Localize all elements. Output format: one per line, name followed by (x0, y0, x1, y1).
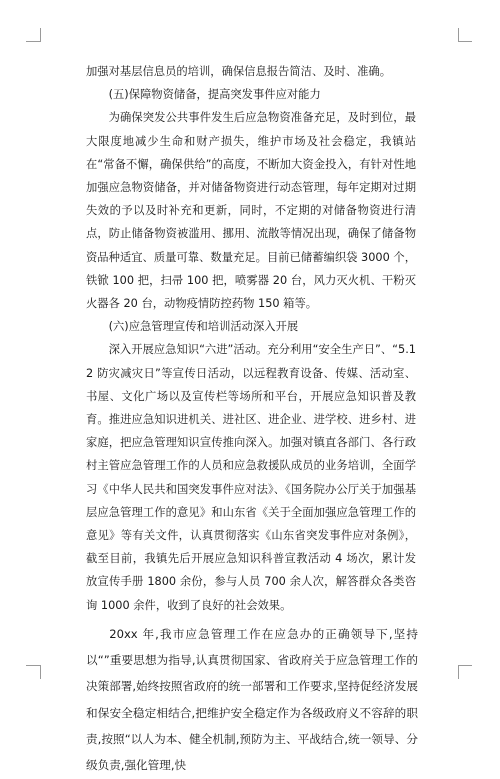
crop-mark-top-left-v (40, 28, 41, 42)
section-heading-material-reserves: (五)保障物资储备，提高突发事件应对能力 (108, 88, 321, 102)
crop-mark-top-right-h (458, 41, 472, 42)
paragraph-training-continuation: 加强对基层信息员的培训，确保信息报告简洁、及时、准确。 (86, 65, 392, 78)
crop-mark-bottom-left-v (40, 665, 41, 679)
crop-mark-top-right-v (458, 28, 459, 42)
section-heading-publicity-training: (六)应急管理宣传和培训活动深入开展 (108, 320, 299, 334)
crop-mark-bottom-right-h (458, 665, 472, 666)
document-body (86, 60, 416, 779)
crop-mark-bottom-right-v (458, 665, 459, 679)
crop-mark-top-left-h (26, 41, 40, 42)
crop-mark-bottom-left-h (26, 665, 40, 666)
paragraph-publicity-training: 深入开展应急知识“六进”活动。充分利用“安全生产日”、“5.12 防灾减灾日”等宣传日活动，以远程教育设备、传媒、活动室、书屋、文化广场以及宣传栏等场所和平台，开展应急知识普及教育。推进应急知识进机关、进社区、进企业、进学校、进乡村、进家庭，把应急管理知识宣传推向深入。加强对镇直各部门、各行政村主管应急管理工作的人员和应急救援队成员的业务培训，全面学习《中华人民共和国突发事件应对法》、《国务院办公厅关于加强基层应急管理工作的意见》和山东省《关于全面加强应急管理工作的意见》等有关文件，认真贯彻落实《山东省突发事件应对条例》，截至目前，我镇先后开展应急知识科普宣教活动 4 场次，累计发放宣传手册 1800 余份，参与人员 700 余人次，解答群众各类咨询 1000 余件，收到了良好的社会效果。 (86, 343, 416, 612)
paragraph-material-reserves: 为确保突发公共事件发生后应急物资准备充足，及时到位，最大限度地减少生命和财产损失，维护市场及社会稳定，我镇站在“常备不懈，确保供给”的高度，不断加大资金投入，有针对性地加强应急物资储备，并对储备物资进行动态管理，每年定期对过期失效的予以及时补充和更新，同时，不定期的对储备物资进行清点，防止储备物资被滥用、挪用、流散等情况出现，确保了储备物资品种适宜、质量可靠、数量充足。目前已储蓄编织袋 3000 个，铁锨 100 把，扫帚 100 把，喷雾器 20 台，风力灭火机、干粉灭火器各 20 台，动物疫情防控药物 150 箱等。 (86, 111, 416, 311)
paragraph-annual-summary: 20xx 年,我市应急管理工作在应急办的正确领导下,坚持以“”重要思想为指导,认真贯彻国家、省政府关于应急管理工作的决策部署,始终按照省政府的统一部署和工作要求,坚持促经济发展和保安全稳定相结合,把维护安全稳定作为各级政府义不容辞的职责,按照“以人为本、健全机制,预防为主、平战结合,统一领导、分级负责,强化管理,快 (86, 626, 418, 773)
